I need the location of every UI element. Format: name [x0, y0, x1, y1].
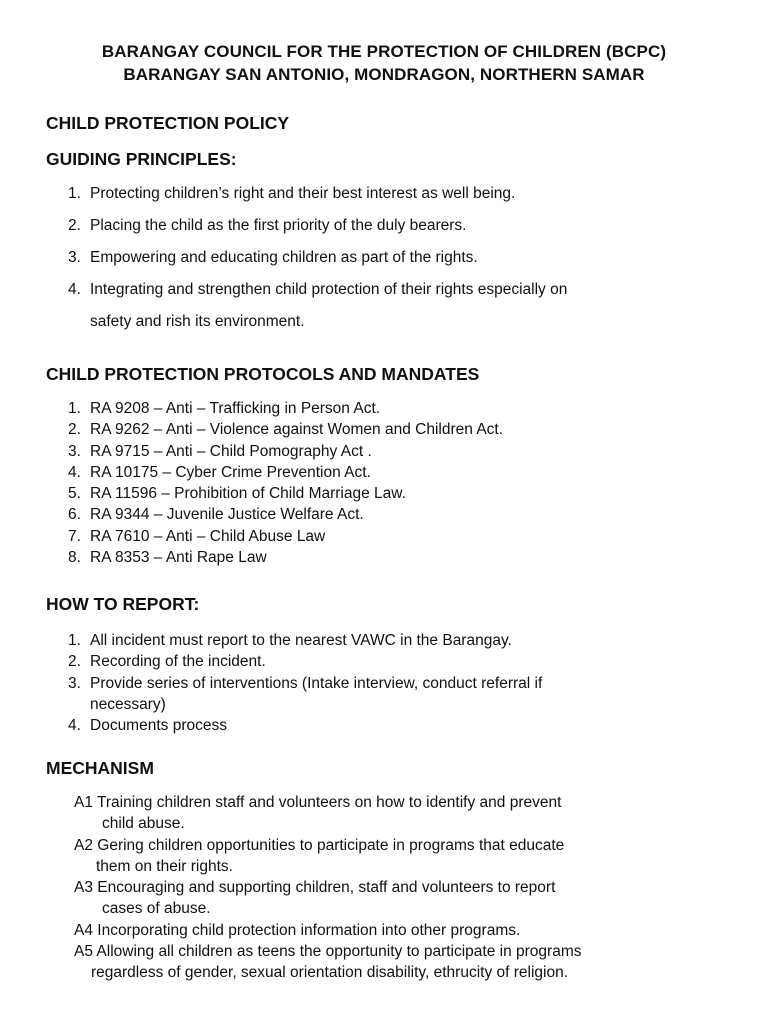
- list-item: 5. RA 11596 – Prohibition of Child Marriage Law.: [68, 485, 406, 503]
- header-line-1: BARANGAY COUNCIL FOR THE PROTECTION OF CHILDREN (BCPC): [101, 42, 667, 61]
- guiding-principles-list: [46, 178, 726, 338]
- header-line-2: BARANGAY SAN ANTONIO, MONDRAGON, NORTHERN SAMAR: [123, 65, 645, 84]
- list-item: 3. RA 9715 – Anti – Child Pomography Act .: [68, 442, 372, 460]
- list-item: A4 Incorporating child protection information into other programs.: [74, 921, 521, 939]
- list-item: 8. RA 8353 – Anti Rape Law: [68, 549, 267, 567]
- list-item-continuation: safety and rish its environment.: [90, 313, 305, 330]
- list-item: A1 Training children staff and volunteers on how to identify and prevent child abuse.: [74, 792, 734, 835]
- how-to-report-heading: HOW TO REPORT:: [46, 594, 200, 614]
- protocols-heading: CHILD PROTECTION PROTOCOLS AND MANDATES: [46, 364, 480, 384]
- protocols-list: [46, 398, 726, 568]
- list-item: 4. Documents process: [68, 717, 227, 735]
- list-item: A2 Gering children opportunities to participate in programs that educate them on their rights.: [74, 835, 734, 878]
- list-item: 3. Empowering and educating children as part of the rights.: [68, 249, 478, 266]
- list-item: A5 Allowing all children as teens the opportunity to participate in programs regardless of gender, sexual orientation disability, ethrucity of religion.: [74, 941, 734, 984]
- guiding-principles-heading: GUIDING PRINCIPLES:: [46, 149, 237, 169]
- list-item: 1. All incident must report to the nearest VAWC in the Barangay.: [68, 632, 512, 649]
- policy-title: CHILD PROTECTION POLICY: [46, 113, 290, 133]
- list-item: 7. RA 7610 – Anti – Child Abuse Law: [68, 527, 326, 545]
- mechanism-heading: MECHANISM: [46, 758, 154, 778]
- list-item-continuation: child abuse.: [102, 815, 185, 833]
- list-item: 2. RA 9262 – Anti – Violence against Women and Children Act.: [68, 421, 504, 439]
- mechanism-list: [74, 792, 734, 984]
- document-header: [0, 40, 768, 86]
- list-item: 1. RA 9208 – Anti – Trafficking in Person Act.: [68, 400, 381, 417]
- list-item-continuation: regardless of gender, sexual orientation disability, ethrucity of religion.: [91, 964, 569, 982]
- list-item: 4. Integrating and strengthen child protection of their rights especially on safety and rish its environment.: [68, 281, 568, 330]
- list-item: 4. RA 10175 – Cyber Crime Prevention Act.: [68, 463, 371, 481]
- how-to-report-list: [46, 630, 726, 736]
- list-item-continuation: cases of abuse.: [102, 900, 211, 918]
- list-item-continuation: necessary): [90, 695, 166, 713]
- list-item: A3 Encouraging and supporting children, staff and volunteers to report cases of abuse.: [74, 877, 734, 920]
- list-item: 6. RA 9344 – Juvenile Justice Welfare Act.: [68, 506, 364, 524]
- list-item: 2. Placing the child as the first priority of the duly bearers.: [68, 217, 467, 234]
- list-item-continuation: them on their rights.: [96, 857, 233, 875]
- list-item: 1. Protecting children’s right and their best interest as well being.: [68, 185, 516, 202]
- list-item: 3. Provide series of interventions (Intake interview, conduct referral if necessary): [68, 674, 543, 713]
- list-item: 2. Recording of the incident.: [68, 653, 266, 671]
